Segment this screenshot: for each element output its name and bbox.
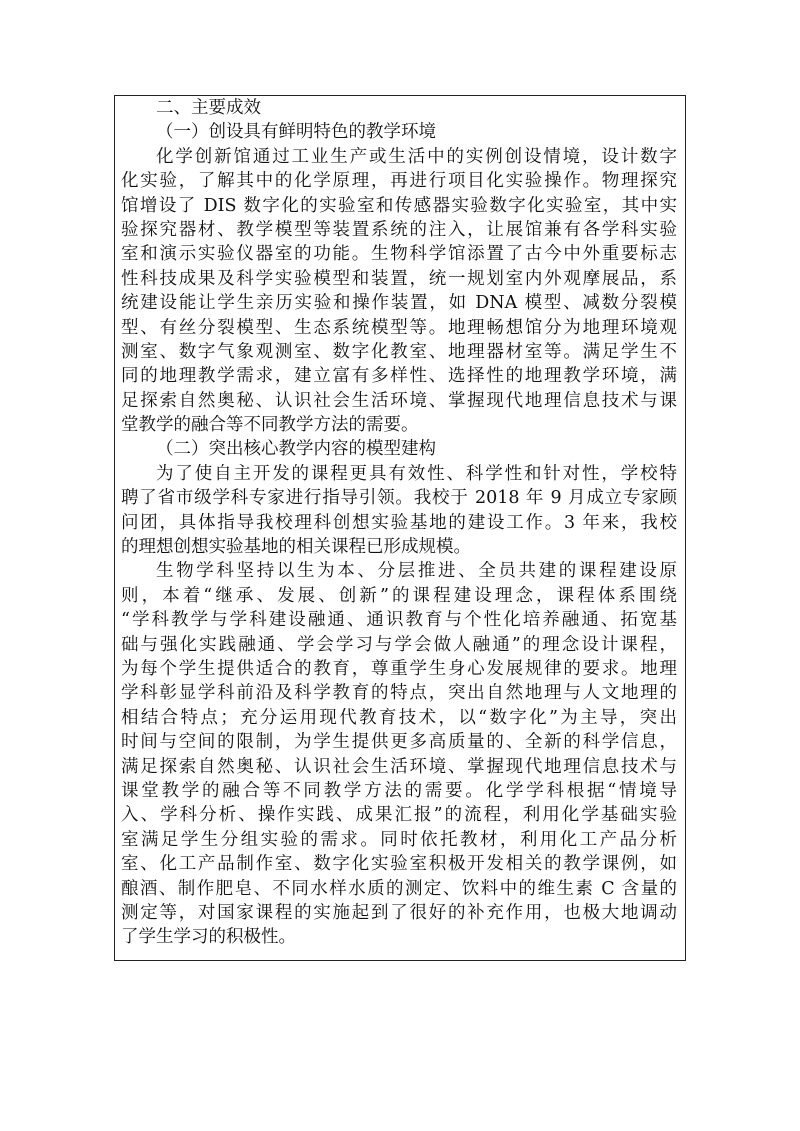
- text-line: 室和演示实验仪器室的功能。生物科学馆添置了古今中外重要标志: [121, 244, 677, 265]
- text-line: 问团，具体指导我校理科创想实验基地的建设工作。3 年来，我校: [121, 512, 677, 533]
- text-line: 二、主要成效: [156, 98, 261, 118]
- text-line: 相结合特点；充分运用现代教育技术，以“数字化”为主导，突出: [121, 707, 677, 728]
- text-line: 的理想创想实验基地的相关课程已形成规模。: [121, 537, 471, 558]
- text-line: 测定等，对国家课程的实施起到了很好的补充作用，也极大地调动: [121, 902, 677, 923]
- document-body: [121, 96, 677, 950]
- text-line: 为每个学生提供适合的教育，尊重学生身心发展规律的要求。地理: [121, 658, 677, 679]
- text-line: 馆增设了 DIS 数字化的实验室和传感器实验数字化实验室，其中实: [121, 195, 677, 216]
- text-line: 测室、数字气象观测室、数字化教室、地理器材室等。满足学生不: [121, 341, 677, 362]
- text-line: 课堂教学的融合等不同教学方法的需要。化学学科根据“情境导: [121, 780, 677, 801]
- text-line: 学科彰显学科前沿及科学教育的特点，突出自然地理与人文地理的: [121, 683, 677, 704]
- text-line: 酿酒、制作肥皂、不同水样水质的测定、饮料中的维生素 C 含量的: [121, 878, 677, 899]
- text-line: （二）突出核心教学内容的模型建构: [156, 439, 436, 460]
- text-line: 入、学科分析、操作实践、成果汇报”的流程，利用化学基础实验: [121, 805, 677, 826]
- text-line: 生物学科坚持以生为本、分层推进、全员共建的课程建设原: [156, 561, 677, 582]
- text-line: 性科技成果及科学实验模型和装置，统一规划室内外观摩展品，系: [121, 268, 677, 289]
- text-line: （一）创设具有鲜明特色的教学环境: [156, 122, 436, 143]
- text-line: 聘了省市级学科专家进行指导引领。我校于 2018 年 9 月成立专家顾: [121, 488, 677, 509]
- text-line: 型、有丝分裂模型、生态系统模型等。地理畅想馆分为地理环境观: [121, 317, 677, 338]
- text-line: 化实验，了解其中的化学原理，再进行项目化实验操作。物理探究: [121, 171, 677, 192]
- text-line: 满足探索自然奥秘、认识社会生活环境、掌握现代地理信息技术与: [121, 756, 677, 777]
- text-line: “学科教学与学科建设融通、通识教育与个性化培养融通、拓宽基: [121, 610, 677, 631]
- text-line: 为了使自主开发的课程更具有效性、科学性和针对性，学校特: [156, 463, 677, 484]
- text-line: 了学生学习的积极性。: [121, 927, 296, 948]
- text-line: 础与强化实践融通、学会学习与学会做人融通”的理念设计课程，: [121, 634, 677, 655]
- document-table-cell: [114, 95, 686, 961]
- text-line: 验探究器材、教学模型等装置系统的注入，让展馆兼有各学科实验: [121, 219, 677, 240]
- text-line: 堂教学的融合等不同教学方法的需要。: [121, 415, 419, 436]
- text-line: 室、化工产品制作室、数字化实验室积极开发相关的教学课例，如: [121, 854, 677, 875]
- text-line: 时间与空间的限制，为学生提供更多高质量的、全新的科学信息，: [121, 732, 677, 753]
- text-line: 同的地理教学需求，建立富有多样性、选择性的地理教学环境，满: [121, 366, 677, 387]
- text-line: 室满足学生分组实验的需求。同时依托教材，利用化工产品分析: [121, 829, 677, 850]
- text-line: 足探索自然奥秘、认识社会生活环境、掌握现代地理信息技术与课: [121, 390, 677, 411]
- text-line: 化学创新馆通过工业生产或生活中的实例创设情境，设计数字: [156, 146, 677, 167]
- text-line: 则，本着“继承、发展、创新”的课程建设理念，课程体系围绕: [121, 585, 677, 606]
- text-line: 统建设能让学生亲历实验和操作装置，如 DNA 模型、减数分裂模: [121, 293, 677, 314]
